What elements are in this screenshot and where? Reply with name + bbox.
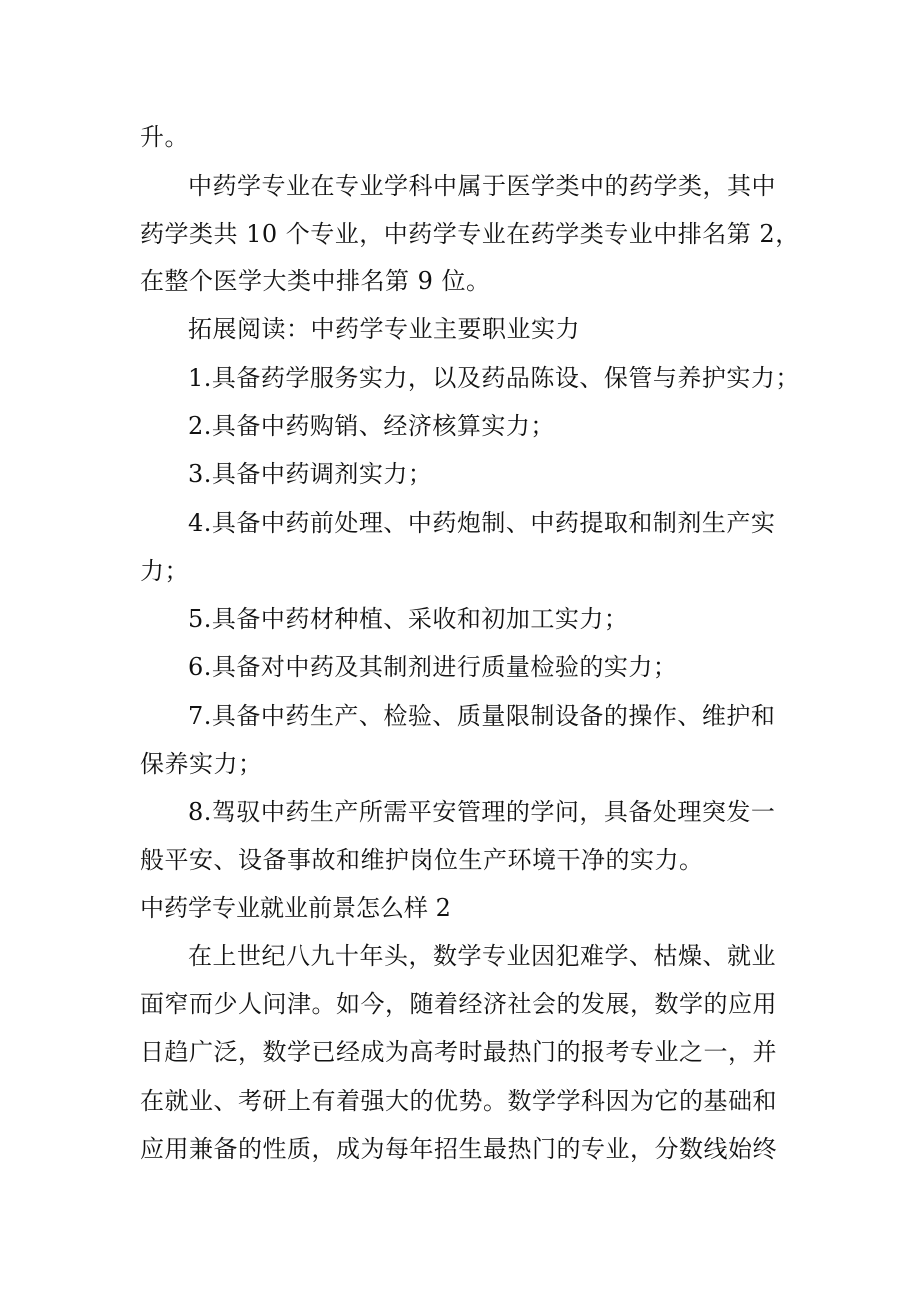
list-item: 5.具备中药材种植、采收和初加工实力； xyxy=(188,605,629,633)
list-item: 6.具备对中药及其制剂进行质量检验的实力； xyxy=(188,653,678,681)
paragraph-start: 中药学专业在专业学科中属于医学类中的药学类，其中 xyxy=(188,172,776,200)
section-heading: 中药学专业就业前景怎么样 2 xyxy=(140,894,451,922)
list-item: 7.具备中药生产、检验、质量限制设备的操作、维护和 xyxy=(188,702,776,730)
text-line: 日趋广泛，数学已经成为高考时最热门的报考专业之一，并 xyxy=(140,1038,777,1066)
reading-heading: 拓展阅读：中药学专业主要职业实力 xyxy=(188,315,580,343)
list-item: 3.具备中药调剂实力； xyxy=(188,460,433,488)
list-item: 8.驾驭中药生产所需平安管理的学问，具备处理突发一 xyxy=(188,798,776,826)
paragraph-start: 在上世纪八九十年头，数学专业因犯难学、枯燥、就业 xyxy=(188,942,776,970)
text-line: 升。 xyxy=(140,123,189,151)
list-item: 2.具备中药购销、经济核算实力； xyxy=(188,412,555,440)
text-line: 药学类共 10 个专业，中药学专业在药学类专业中排名第 2， xyxy=(140,220,800,248)
text-line: 在就业、考研上有着强大的优势。数学学科因为它的基础和 xyxy=(140,1087,777,1115)
text-line: 在整个医学大类中排名第 9 位。 xyxy=(140,267,491,295)
text-line: 保养实力； xyxy=(140,750,263,778)
text-line: 面窄而少人问津。如今，随着经济社会的发展，数学的应用 xyxy=(140,990,777,1018)
text-line: 力； xyxy=(140,557,189,585)
list-item: 1.具备药学服务实力，以及药品陈设、保管与养护实力； xyxy=(188,364,800,392)
text-line: 应用兼备的性质，成为每年招生最热门的专业，分数线始终 xyxy=(140,1135,777,1163)
text-line: 般平安、设备事故和维护岗位生产环境干净的实力。 xyxy=(140,846,704,874)
list-item: 4.具备中药前处理、中药炮制、中药提取和制剂生产实 xyxy=(188,509,776,537)
